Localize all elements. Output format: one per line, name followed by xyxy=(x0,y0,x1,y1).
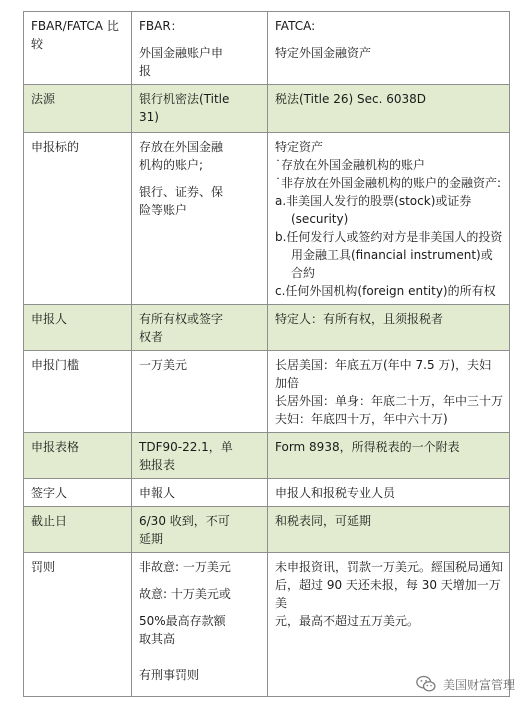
fatca-cell xyxy=(268,433,510,479)
fbar-line: 权者 xyxy=(139,330,164,344)
row-label-text: 申报人 xyxy=(31,312,68,326)
fatca-line: 和税表同，可延期 xyxy=(275,514,372,528)
header-cell-comparison xyxy=(24,12,132,85)
fbar-cell xyxy=(132,553,268,697)
fbar-line: TDF90-22.1，单 xyxy=(139,440,233,454)
header-cell-fbar xyxy=(132,12,268,85)
fbar-cell xyxy=(132,507,268,553)
fbar-cell xyxy=(132,433,268,479)
fatca-line: (security) xyxy=(291,212,349,226)
fatca-line: ˙非存放在外国金融机构的账户的金融资产: xyxy=(275,176,502,190)
header-cell-fatca xyxy=(268,12,510,85)
fatca-line: 元，最高不超过五万美元。 xyxy=(275,614,420,628)
fatca-cell xyxy=(268,305,510,351)
fatca-line: 税法(Title 26) Sec. 6038D xyxy=(275,92,426,106)
fatca-line: Form 8938，所得税表的一个附表 xyxy=(275,440,460,454)
row-label-text: 申报门槛 xyxy=(31,358,80,372)
row-label-text: 罚则 xyxy=(31,560,56,574)
row-label xyxy=(24,507,132,553)
row-label xyxy=(24,433,132,479)
row-label-text: 签字人 xyxy=(31,486,68,500)
fbar-line: 机构的账户; xyxy=(139,158,204,172)
fbar-line: 非故意: 一万美元 xyxy=(139,560,231,574)
fbar-line: 31) xyxy=(139,110,159,124)
fbar-line: 险等账户 xyxy=(139,203,188,217)
fbar-line: 一万美元 xyxy=(139,358,188,372)
row-label-text: 截止日 xyxy=(31,514,68,528)
row-label-text: 申报表格 xyxy=(31,440,80,454)
header-col3-line: 特定外国金融资产 xyxy=(275,46,372,60)
row-label xyxy=(24,553,132,697)
header-col2-line: FBAR： xyxy=(139,19,183,33)
fatca-line: 用金融工具(financial instrument)或合約 xyxy=(291,248,493,280)
header-col1-line: 较 xyxy=(31,37,44,51)
table-row-threshold xyxy=(24,351,510,433)
fbar-line: 故意: 十万美元或 xyxy=(139,587,231,601)
table-row-legal-source xyxy=(24,85,510,133)
watermark-text: 美国财富管理 xyxy=(442,677,515,692)
row-label-text: 法源 xyxy=(31,92,56,106)
header-col1-line: FBAR/FATCA 比 xyxy=(31,19,119,33)
row-label xyxy=(24,351,132,433)
fatca-line: 长居外国：单身：年底二十万，年中三十万 xyxy=(275,394,504,408)
row-label xyxy=(24,305,132,351)
row-label xyxy=(24,85,132,133)
row-label xyxy=(24,479,132,507)
fbar-line: 有所有权或签字 xyxy=(139,312,224,326)
row-label-text: 申报标的 xyxy=(31,140,80,154)
header-col2-line: 报 xyxy=(139,64,152,78)
fatca-cell xyxy=(268,351,510,433)
fatca-line: 特定人：有所有权，且须报税者 xyxy=(275,312,444,326)
table-header-row xyxy=(24,12,510,85)
row-label xyxy=(24,133,132,305)
fatca-line: 申报人和报税专业人员 xyxy=(275,486,396,500)
fatca-line: 特定资产 xyxy=(275,140,324,154)
table-row-filer xyxy=(24,305,510,351)
fbar-line: 存放在外国金融 xyxy=(139,140,224,154)
fatca-cell xyxy=(268,133,510,305)
fatca-cell xyxy=(268,507,510,553)
fbar-line: 延期 xyxy=(139,532,164,546)
wechat-icon xyxy=(415,673,437,695)
table-row-signer xyxy=(24,479,510,507)
fatca-line: c.任何外国机构(foreign entity)的所有权 xyxy=(275,284,496,298)
fbar-line: 银行、证券、保 xyxy=(139,185,224,199)
fatca-line: 后，超过 90 天还未报，每 30 天增加一万美 xyxy=(275,578,501,610)
fbar-line: 申報人 xyxy=(139,486,176,500)
fatca-cell xyxy=(268,479,510,507)
fbar-line: 银行机密法(Title xyxy=(139,92,230,106)
table-row-reporting-subject xyxy=(24,133,510,305)
fatca-line: ˙存放在外国金融机构的账户 xyxy=(275,158,426,172)
fbar-fatca-comparison-table xyxy=(23,11,510,697)
fatca-line: 夫妇：年底四十万，年中六十万) xyxy=(275,412,448,426)
fbar-cell xyxy=(132,133,268,305)
fbar-cell xyxy=(132,479,268,507)
fbar-cell xyxy=(132,351,268,433)
fbar-cell xyxy=(132,85,268,133)
watermark xyxy=(415,673,515,695)
fatca-line: 未申报资讯，罚款一万美元。經国税局通知 xyxy=(275,560,504,574)
fatca-line: b.任何发行人或签约对方是非美国人的投资 xyxy=(275,230,503,244)
header-col3-line: FATCA: xyxy=(275,19,316,33)
fatca-line: a.非美国人发行的股票(stock)或证券 xyxy=(275,194,472,208)
fbar-line: 独报表 xyxy=(139,458,176,472)
fatca-line: 长居美国：年底五万(年中 7.5 万)，夫妇加倍 xyxy=(275,358,492,390)
fbar-line: 有刑事罚则 xyxy=(139,668,200,682)
header-col2-line: 外国金融账户申 xyxy=(139,46,224,60)
fatca-cell xyxy=(268,85,510,133)
fbar-line: 50%最高存款额 xyxy=(139,614,226,628)
fbar-line: 6/30 收到，不可 xyxy=(139,514,230,528)
fbar-cell xyxy=(132,305,268,351)
table-row-forms xyxy=(24,433,510,479)
fbar-line: 取其高 xyxy=(139,632,176,646)
table-row-deadline xyxy=(24,507,510,553)
